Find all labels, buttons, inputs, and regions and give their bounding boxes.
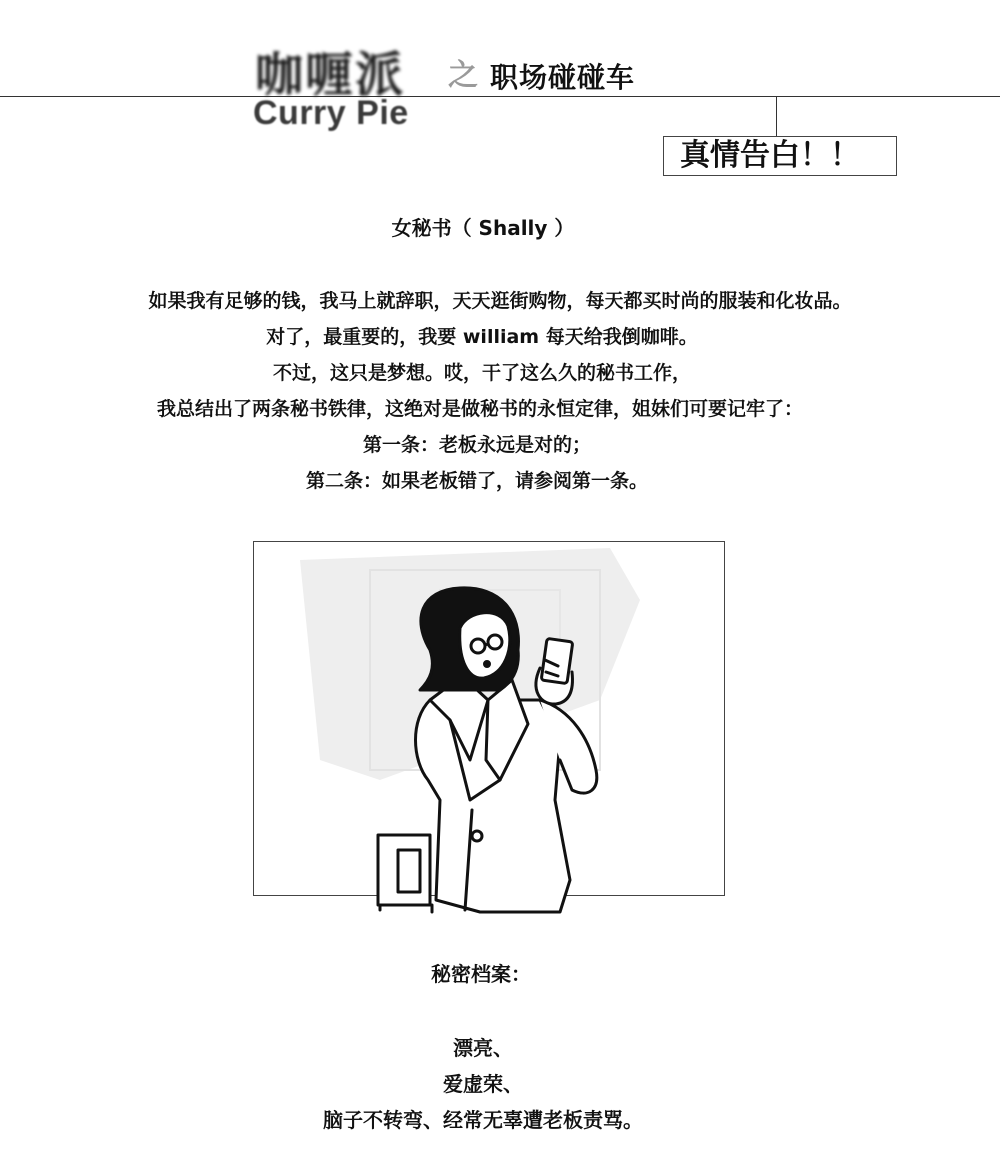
monologue-line: 第一条：老板永远是对的； bbox=[362, 434, 591, 456]
brand-name-en: Curry Pie bbox=[253, 94, 409, 132]
confession-heading: 真情告白！！ bbox=[663, 136, 897, 176]
header-rule-vertical bbox=[776, 96, 777, 136]
character-name: 女秘书（ Shally ） bbox=[391, 216, 575, 240]
brand-name-cn: 咖喱派 bbox=[255, 47, 406, 103]
monologue-line: 我总结出了两条秘书铁律，这绝对是做秘书的永恒定律，姐妹们可要记牢了： bbox=[156, 398, 803, 420]
illustration-frame bbox=[253, 541, 725, 896]
dossier-traits bbox=[0, 1030, 966, 1138]
monologue-line: 不过，这只是梦想。哎，干了这么久的秘书工作， bbox=[272, 362, 691, 384]
series-title: 职场碰碰车 bbox=[490, 61, 636, 94]
monologue bbox=[0, 283, 1000, 499]
trait-item: 脑子不转弯、经常无辜遭老板责骂。 bbox=[323, 1108, 643, 1132]
monologue-line: 第二条：如果老板错了，请参阅第一条。 bbox=[305, 470, 648, 492]
trait-item: 爱虚荣、 bbox=[443, 1072, 523, 1096]
header-rule bbox=[0, 96, 1000, 97]
brand-connector: 之 bbox=[448, 58, 478, 93]
dossier-title: 秘密档案： bbox=[431, 962, 531, 986]
monologue-line: 对了，最重要的，我要 william 每天给我倒咖啡。 bbox=[266, 326, 698, 348]
trait-item: 漂亮、 bbox=[453, 1036, 513, 1060]
monologue-line: 如果我有足够的钱，我马上就辞职，天天逛街购物，每天都买时尚的服装和化妆品。 bbox=[148, 290, 852, 312]
